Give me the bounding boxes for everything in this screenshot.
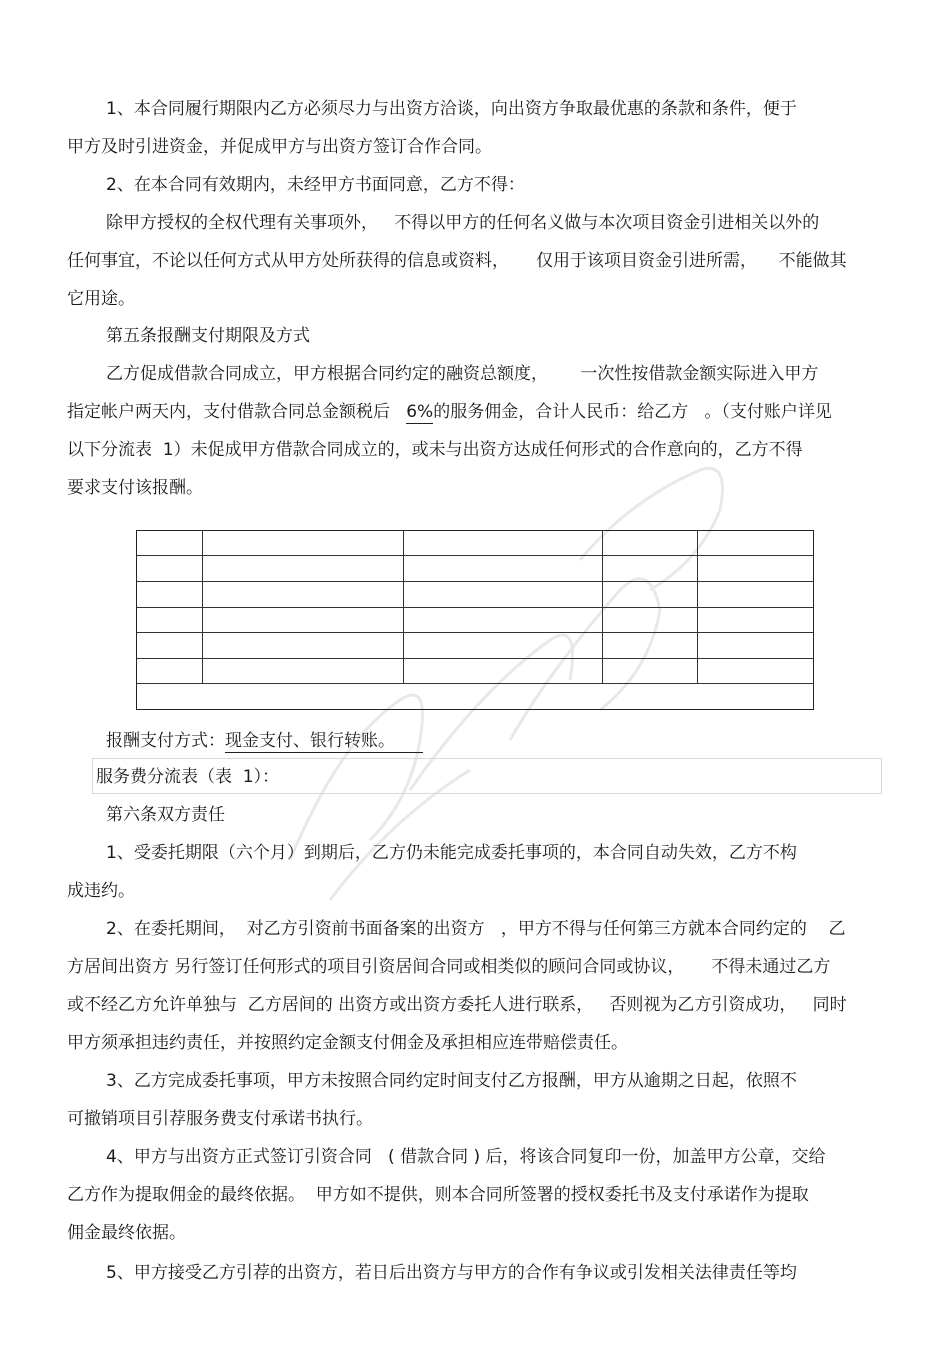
clause-2-line-1: 2、在委托期间， 对乙方引资前书面备案的出资方 ，甲方不得与任何第三方就本合同约定的 乙: [106, 919, 846, 939]
paragraph-5-line-2a: 指定帐户两天内，支付借款合同总金额税后: [67, 402, 407, 422]
paragraph-5-line-3: 以下分流表 1）未促成甲方借款合同成立的，或未与出资方达成任何形式的合作意向的，乙方不得: [67, 440, 803, 460]
paragraph-5-line-2: [67, 401, 832, 423]
payment-method: [106, 730, 423, 752]
clause-4-line-3: 佣金最终依据。: [67, 1223, 186, 1243]
paragraph-5-line-1: 乙方促成借款合同成立，甲方根据合同约定的融资总额度， 一次性按借款金额实际进入甲方: [106, 364, 819, 384]
clause-2-line-3: 或不经乙方允许单独与 乙方居间的 出资方或出资方委托人进行联系， 否则视为乙方引资成功， 同时: [67, 995, 847, 1015]
clause-2-line-4: 甲方须承担违约责任，并按照约定金额支付佣金及承担相应连带赔偿责任。: [67, 1033, 628, 1053]
paragraph-5-line-2b: 的服务佣金，合计人民币：给乙方 。（支付账户详见: [433, 402, 832, 422]
paragraph-5-line-4: 要求支付该报酬。: [67, 478, 203, 498]
clause-5-line-1: 5、甲方接受乙方引荐的出资方，若日后出资方与甲方的合作有争议或引发相关法律责任等均: [106, 1263, 797, 1283]
clause-1-line-2: 成违约。: [67, 881, 135, 901]
article-5-title: 第五条报酬支付期限及方式: [106, 326, 310, 346]
commission-rate: 6%: [406, 402, 434, 422]
clause-3-line-2: 可撤销项目引荐服务费支付承诺书执行。: [67, 1109, 373, 1129]
paragraph-3-line-1: 除甲方授权的全权代理有关事项外， 不得以甲方的任何名义做与本次项目资金引进相关以外的: [106, 213, 820, 233]
paragraph-1-line-1: 1、本合同履行期限内乙方必须尽力与出资方洽谈，向出资方争取最优惠的条款和条件，便于: [106, 99, 797, 119]
article-6-title: 第六条双方责任: [106, 805, 225, 825]
paragraph-3-line-2: 任何事宜，不论以任何方式从甲方处所获得的信息或资料， 仅用于该项目资金引进所需， 不能做其: [67, 251, 847, 271]
paragraph-2: 2、在本合同有效期内，未经甲方书面同意，乙方不得：: [106, 175, 525, 195]
clause-2-line-2: 方居间出资方 另行签订任何形式的项目引资居间合同或相类似的顾问合同或协议， 不得未通过乙方: [67, 957, 831, 977]
payment-method-label: 报酬支付方式：: [106, 731, 225, 751]
split-table: [136, 530, 814, 710]
clause-3-line-1: 3、乙方完成委托事项，甲方未按照合同约定时间支付乙方报酬，甲方从逾期之日起，依照不: [106, 1071, 797, 1091]
payment-method-value: 现金支付、银行转账。: [225, 731, 423, 753]
clause-1-line-1: 1、受委托期限（六个月）到期后，乙方仍未能完成委托事项的，本合同自动失效，乙方不构: [106, 843, 797, 863]
paragraph-3-line-3: 它用途。: [67, 289, 135, 309]
clause-4-line-2: 乙方作为提取佣金的最终依据。 甲方如不提供，则本合同所签署的授权委托书及支付承诺作为提取: [67, 1185, 809, 1205]
split-table-label: 服务费分流表（表 1）：: [96, 767, 280, 787]
paragraph-1-line-2: 甲方及时引进资金，并促成甲方与出资方签订合作合同。: [67, 137, 492, 157]
clause-4-line-1: 4、甲方与出资方正式签订引资合同 ( 借款合同 ) 后，将该合同复印一份，加盖甲方公章，交给: [106, 1147, 826, 1167]
